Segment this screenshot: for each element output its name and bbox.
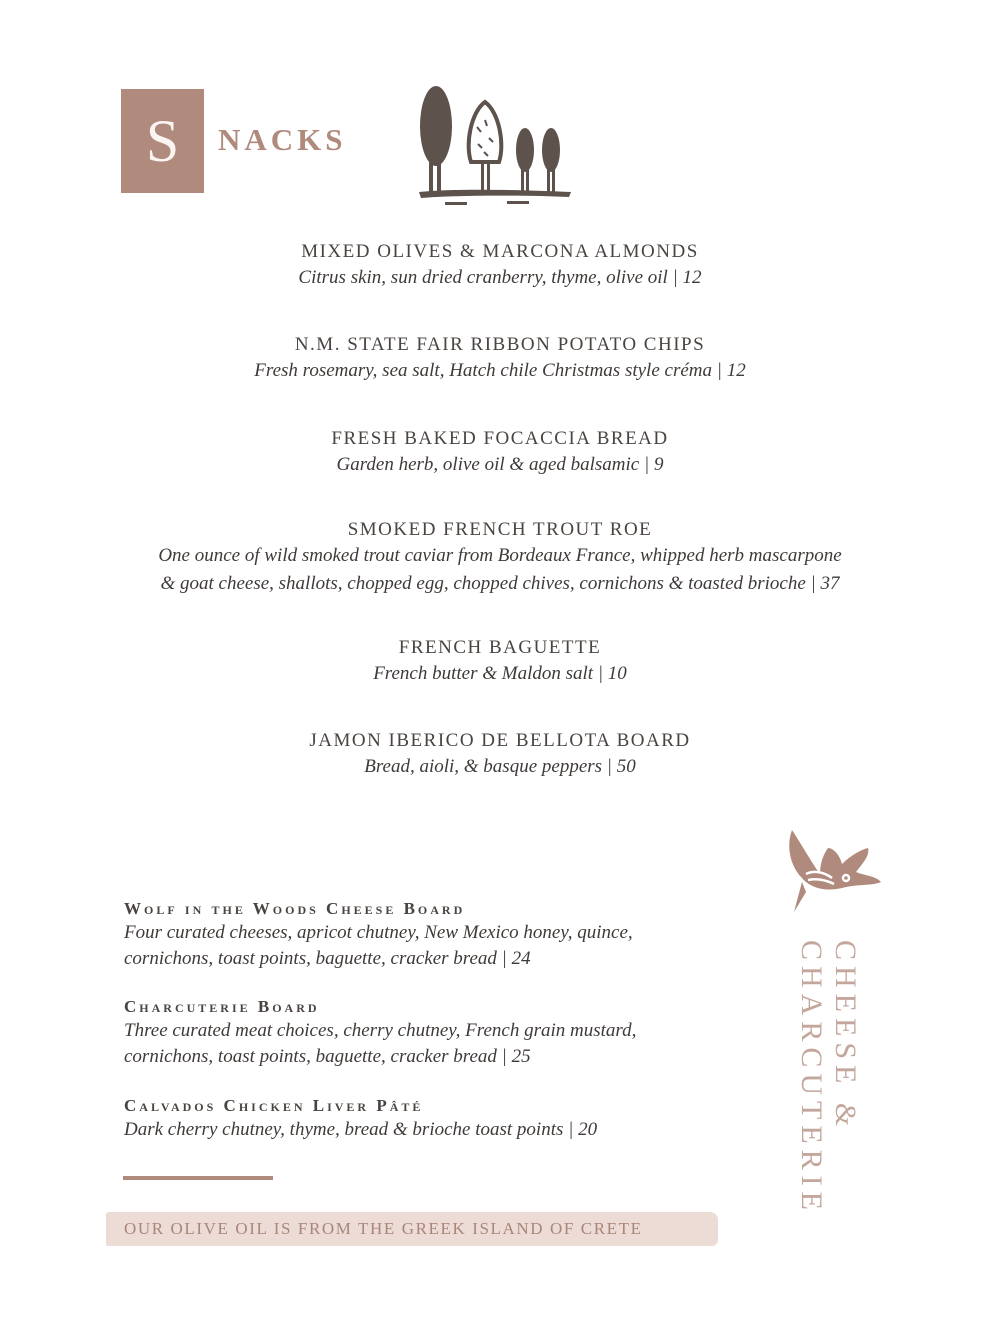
item-name: SMOKED FRENCH TROUT ROE — [347, 519, 653, 540]
item-description: French butter & Maldon salt | 10 — [373, 663, 627, 684]
item-description: One ounce of wild smoked trout caviar from Bordeaux France, whipped herb mascarpone — [158, 545, 842, 566]
section-title-line: CHEESE & — [829, 940, 862, 1133]
menu-item — [124, 996, 684, 1070]
item-description: Fresh rosemary, sea salt, Hatch chile Christmas style créma | 12 — [254, 360, 746, 381]
item-name: Calvados Chicken Liver Pâté — [124, 1096, 424, 1115]
item-description: Dark cherry chutney, thyme, bread & brioche toast points | 20 — [124, 1119, 598, 1140]
item-description: cornichons, toast points, baguette, cracker bread | 25 — [124, 1046, 531, 1067]
section-title-line: CHARCUTERIE — [795, 940, 828, 1216]
item-name: Wolf in the Woods Cheese Board — [124, 899, 466, 918]
item-description: Bread, aioli, & basque peppers | 50 — [364, 756, 636, 777]
section-title-cheese-charcuterie — [792, 940, 862, 1240]
olive-oil-note: OUR OLIVE OIL IS FROM THE GREEK ISLAND OF CRETE — [124, 1219, 643, 1238]
menu-item — [0, 427, 1000, 479]
menu-item — [0, 729, 1000, 781]
section-title-snacks: NACKS — [218, 122, 347, 157]
divider — [123, 1176, 273, 1180]
item-description: Four curated cheeses, apricot chutney, New Mexico honey, quince, — [124, 922, 633, 943]
menu-item — [124, 1095, 684, 1143]
item-name: JAMON IBERICO DE BELLOTA BOARD — [309, 730, 691, 751]
item-name: MIXED OLIVES & MARCONA ALMONDS — [301, 241, 699, 262]
item-description: & goat cheese, shallots, chopped egg, chopped chives, cornichons & toasted brioche | 37 — [160, 573, 840, 594]
item-description: Garden herb, olive oil & aged balsamic | 9 — [336, 454, 664, 475]
item-description: cornichons, toast points, baguette, cracker bread | 24 — [124, 948, 531, 969]
bird-icon — [784, 826, 884, 916]
item-name: Charcuterie Board — [124, 997, 320, 1016]
trees-icon — [415, 82, 575, 210]
menu-item — [0, 240, 1000, 292]
item-description: Citrus skin, sun dried cranberry, thyme, olive oil | 12 — [298, 267, 702, 288]
menu-item — [0, 518, 1000, 598]
drop-cap-letter: S — [145, 108, 180, 174]
item-name: N.M. STATE FAIR RIBBON POTATO CHIPS — [294, 334, 706, 355]
menu-item — [0, 636, 1000, 688]
item-description: Three curated meat choices, cherry chutney, French grain mustard, — [124, 1020, 637, 1041]
menu-item — [0, 333, 1000, 385]
item-name: FRENCH BAGUETTE — [398, 637, 602, 658]
drop-cap-box — [121, 89, 204, 193]
menu-item — [124, 898, 684, 972]
item-name: FRESH BAKED FOCACCIA BREAD — [331, 428, 669, 449]
